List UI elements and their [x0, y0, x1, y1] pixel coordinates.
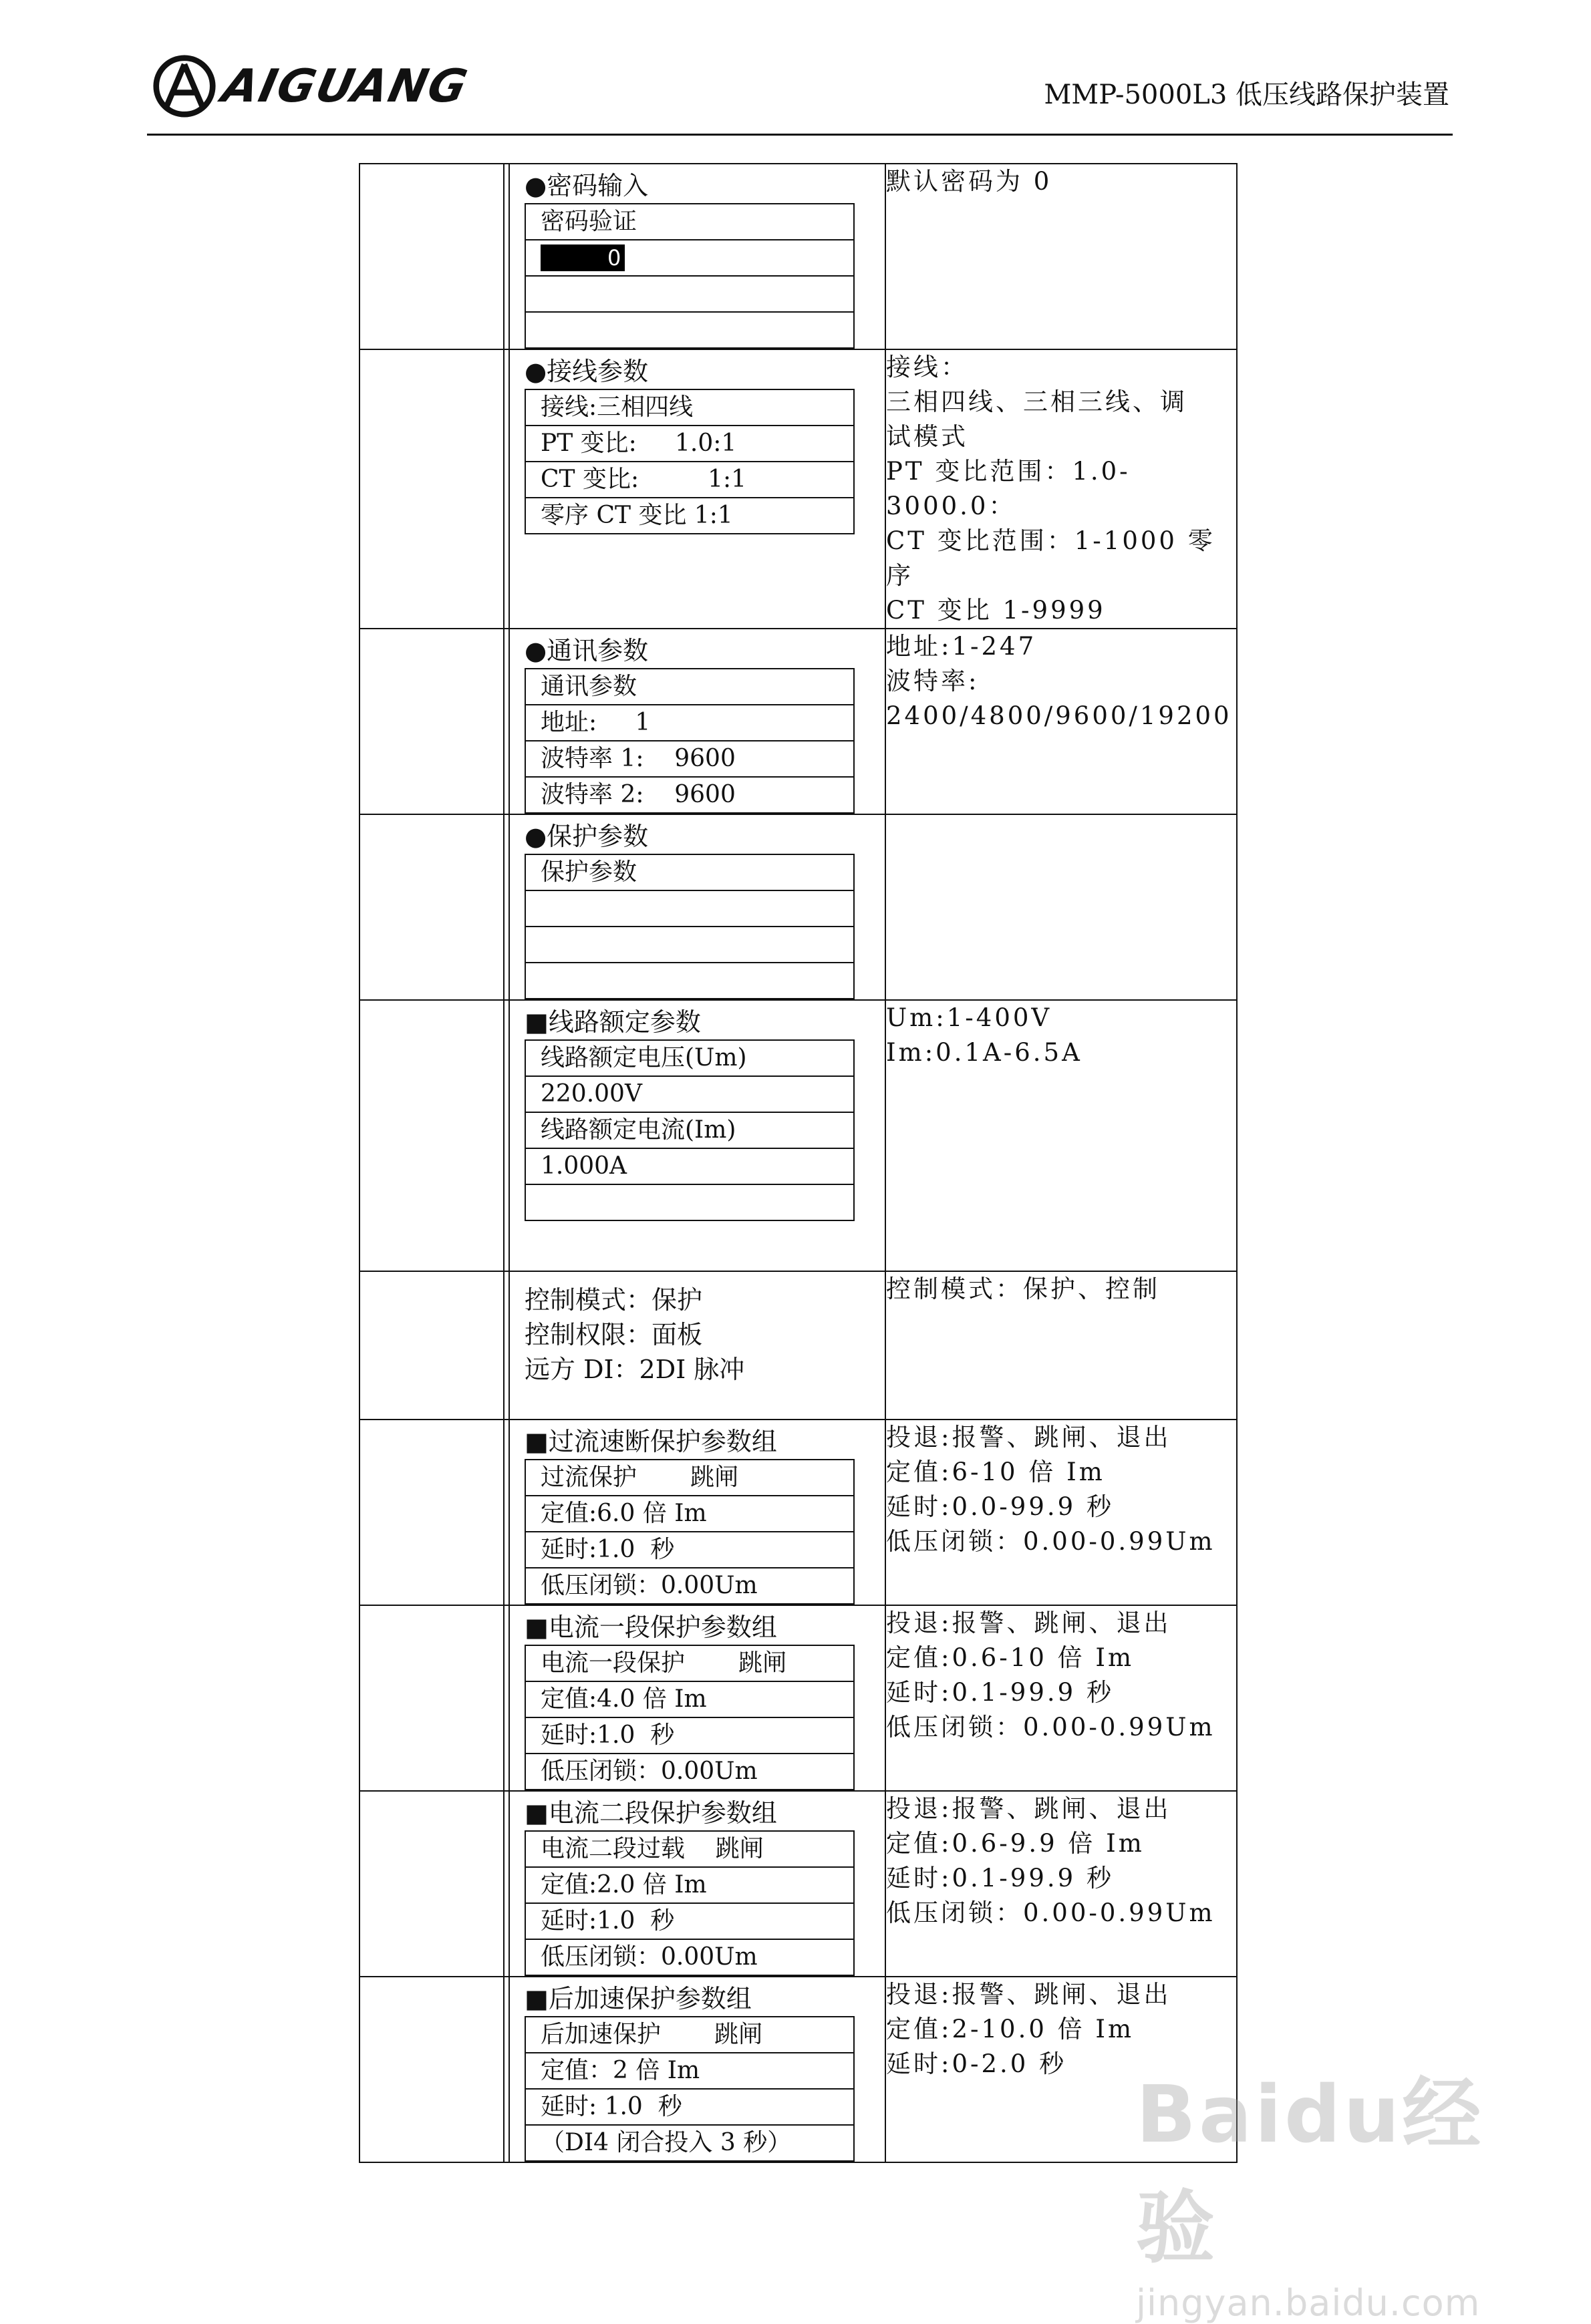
description-line: 三相四线、三相三线、调 [886, 387, 1187, 416]
row-spacer-cell [359, 814, 509, 1000]
section-title: ■过流速断保护参数组 [525, 1427, 777, 1456]
lcd-row: 延时:1.0 秒 [526, 1718, 853, 1754]
description-line: Um:1-400V [886, 1003, 1052, 1032]
description-line: 控制模式：保护、控制 [886, 1275, 1160, 1303]
lcd-screen-box [525, 854, 855, 999]
lcd-row: 线路额定电流(Im) [526, 1113, 853, 1149]
description-line: 定值:2-10.0 倍 Im [886, 2015, 1135, 2043]
row-spacer-cell [359, 1420, 509, 1605]
row-spacer-cell [359, 164, 509, 349]
table-row [359, 1977, 1237, 2162]
lcd-row: 定值:2.0 倍 Im [526, 1868, 853, 1904]
description-line: 投退:报警、跳闸、退出 [886, 1794, 1171, 1823]
description-line: CT 变比 1-9999 [886, 596, 1106, 625]
screen-cell [509, 164, 885, 349]
table-row [359, 1791, 1237, 1977]
company-logo [152, 49, 473, 123]
lcd-row: PT 变比: 1.0:1 [526, 426, 853, 462]
lcd-screen-box [525, 1830, 855, 1976]
baidu-watermark [1136, 2051, 1510, 2324]
lcd-row [526, 277, 853, 313]
control-setting-line: 控制模式：保护 [525, 1285, 703, 1315]
parameter-table [359, 163, 1238, 2163]
lcd-row: CT 变比: 1:1 [526, 462, 853, 498]
description-line: 定值:0.6-9.9 倍 Im [886, 1829, 1145, 1858]
description-line: PT 变比范围：1.0-3000.0： [886, 457, 1131, 520]
section-title: ●保护参数 [525, 822, 649, 851]
lcd-row [526, 313, 853, 349]
lcd-row: 接线:三相四线 [526, 390, 853, 426]
description-line: 地址:1-247 [886, 632, 1037, 661]
control-settings-text [525, 1276, 885, 1387]
description-line: 试模式 [886, 422, 968, 451]
password-input-cursor[interactable]: 0 [541, 244, 625, 271]
description-cell [885, 1271, 1237, 1420]
watermark-main: Baidu经验 [1136, 2068, 1484, 2274]
description-line: 接线： [886, 353, 968, 381]
control-setting-line: 控制权限：面板 [525, 1320, 703, 1349]
description-line: 投退:报警、跳闸、退出 [886, 1609, 1171, 1637]
description-line: 延时:0.0-99.9 秒 [886, 1492, 1114, 1521]
description-cell [885, 1420, 1237, 1605]
description-line: 低压闭锁：0.00-0.99Um [886, 1713, 1215, 1741]
lcd-screen-box [525, 1459, 855, 1605]
table-row [359, 164, 1237, 349]
lcd-row: 波特率 1: 9600 [526, 741, 853, 778]
lcd-row: （DI4 闭合投入 3 秒） [526, 2126, 853, 2162]
lcd-row [526, 240, 853, 277]
lcd-screen-box [525, 1645, 855, 1790]
screen-cell [509, 629, 885, 814]
lcd-screen-box [525, 668, 855, 814]
lcd-screen-box [525, 1039, 855, 1221]
table-row [359, 349, 1237, 629]
description-line: 投退:报警、跳闸、退出 [886, 1980, 1171, 2009]
row-spacer-cell [359, 1791, 509, 1977]
description-line: 延时:0.1-99.9 秒 [886, 1678, 1114, 1707]
row-spacer-cell [359, 1271, 509, 1420]
lcd-row: 220.00V [526, 1077, 853, 1113]
description-line: 投退:报警、跳闸、退出 [886, 1423, 1171, 1452]
description-cell [885, 1000, 1237, 1271]
lcd-row: 保护参数 [526, 855, 853, 891]
lcd-row: 后加速保护 跳闸 [526, 2017, 853, 2053]
lcd-row: 低压闭锁：0.00Um [526, 1754, 853, 1790]
description-line: 延时:0.1-99.9 秒 [886, 1864, 1114, 1892]
lcd-screen-box [525, 389, 855, 534]
screen-cell [509, 349, 885, 629]
description-cell [885, 1605, 1237, 1791]
section-title: ■电流一段保护参数组 [525, 1613, 777, 1642]
table-row [359, 814, 1237, 1000]
screen-cell [509, 1977, 885, 2162]
logo-text: AIGUANG [217, 59, 473, 113]
description-line: 2400/4800/9600/19200 [886, 701, 1232, 730]
description-line: 定值:6-10 倍 Im [886, 1458, 1105, 1486]
table-row [359, 1420, 1237, 1605]
lcd-row: 1.000A [526, 1149, 853, 1185]
row-spacer-cell [359, 629, 509, 814]
watermark-sub: jingyan.baidu.com [1136, 2282, 1481, 2324]
section-title: ●密码输入 [525, 171, 649, 200]
screen-cell [509, 1271, 885, 1420]
table-row [359, 629, 1237, 814]
description-line: Im:0.1A-6.5A [886, 1038, 1082, 1067]
description-cell [885, 349, 1237, 629]
section-title: ■线路额定参数 [525, 1007, 701, 1037]
lcd-row: 地址: 1 [526, 705, 853, 741]
screen-cell [509, 1791, 885, 1977]
description-line: 延时:0-2.0 秒 [886, 2049, 1067, 2078]
description-cell [885, 629, 1237, 814]
lcd-row [526, 927, 853, 963]
table-row [359, 1000, 1237, 1271]
lcd-row: 定值：2 倍 Im [526, 2053, 853, 2090]
control-setting-line: 远方 DI：2DI 脉冲 [525, 1355, 745, 1384]
lcd-screen-box [525, 2016, 855, 2162]
description-line: 波特率: [886, 667, 980, 695]
lcd-row: 零序 CT 变比 1:1 [526, 498, 853, 534]
row-spacer-cell [359, 349, 509, 629]
lcd-row: 过流保护 跳闸 [526, 1460, 853, 1496]
document-title: MMP-5000L3 低压线路保护装置 [1044, 79, 1449, 110]
section-title: ●通讯参数 [525, 636, 649, 665]
section-title: ■电流二段保护参数组 [525, 1798, 777, 1828]
lcd-row: 波特率 2: 9600 [526, 778, 853, 814]
screen-cell [509, 1420, 885, 1605]
screen-cell [509, 1605, 885, 1791]
lcd-row: 延时:1.0 秒 [526, 1904, 853, 1940]
lcd-row: 通讯参数 [526, 669, 853, 705]
lcd-row: 延时:1.0 秒 [526, 1532, 853, 1568]
description-line: 默认密码为 0 [886, 167, 1052, 196]
lcd-row: 密码验证 [526, 204, 853, 240]
screen-cell [509, 1000, 885, 1271]
screen-cell [509, 814, 885, 1000]
description-line: 定值:0.6-10 倍 Im [886, 1643, 1135, 1672]
section-title: ■后加速保护参数组 [525, 1984, 752, 2013]
lcd-row: 定值:6.0 倍 Im [526, 1496, 853, 1532]
lcd-row [526, 963, 853, 999]
lcd-row: 低压闭锁：0.00Um [526, 1940, 853, 1976]
description-cell [885, 814, 1237, 1000]
lcd-row: 低压闭锁：0.00Um [526, 1568, 853, 1605]
description-line: CT 变比范围：1-1000 零序 [886, 526, 1215, 590]
row-spacer-cell [359, 1605, 509, 1791]
section-title: ●接线参数 [525, 357, 649, 386]
lcd-row: 延时: 1.0 秒 [526, 2090, 853, 2126]
lcd-screen-box [525, 203, 855, 349]
description-cell [885, 164, 1237, 349]
lcd-row: 电流一段保护 跳闸 [526, 1646, 853, 1682]
lcd-row: 电流二段过载 跳闸 [526, 1832, 853, 1868]
table-row [359, 1605, 1237, 1791]
table-row [359, 1271, 1237, 1420]
description-cell [885, 1791, 1237, 1977]
description-line: 低压闭锁：0.00-0.99Um [886, 1527, 1215, 1556]
lcd-row [526, 891, 853, 927]
lcd-row [526, 1185, 853, 1221]
description-line: 低压闭锁：0.00-0.99Um [886, 1898, 1215, 1927]
header-rule [147, 134, 1453, 136]
logo-circle-a-icon [152, 54, 216, 118]
lcd-row: 线路额定电压(Um) [526, 1041, 853, 1077]
row-spacer-cell [359, 1977, 509, 2162]
lcd-row: 定值:4.0 倍 Im [526, 1682, 853, 1718]
row-spacer-cell [359, 1000, 509, 1271]
